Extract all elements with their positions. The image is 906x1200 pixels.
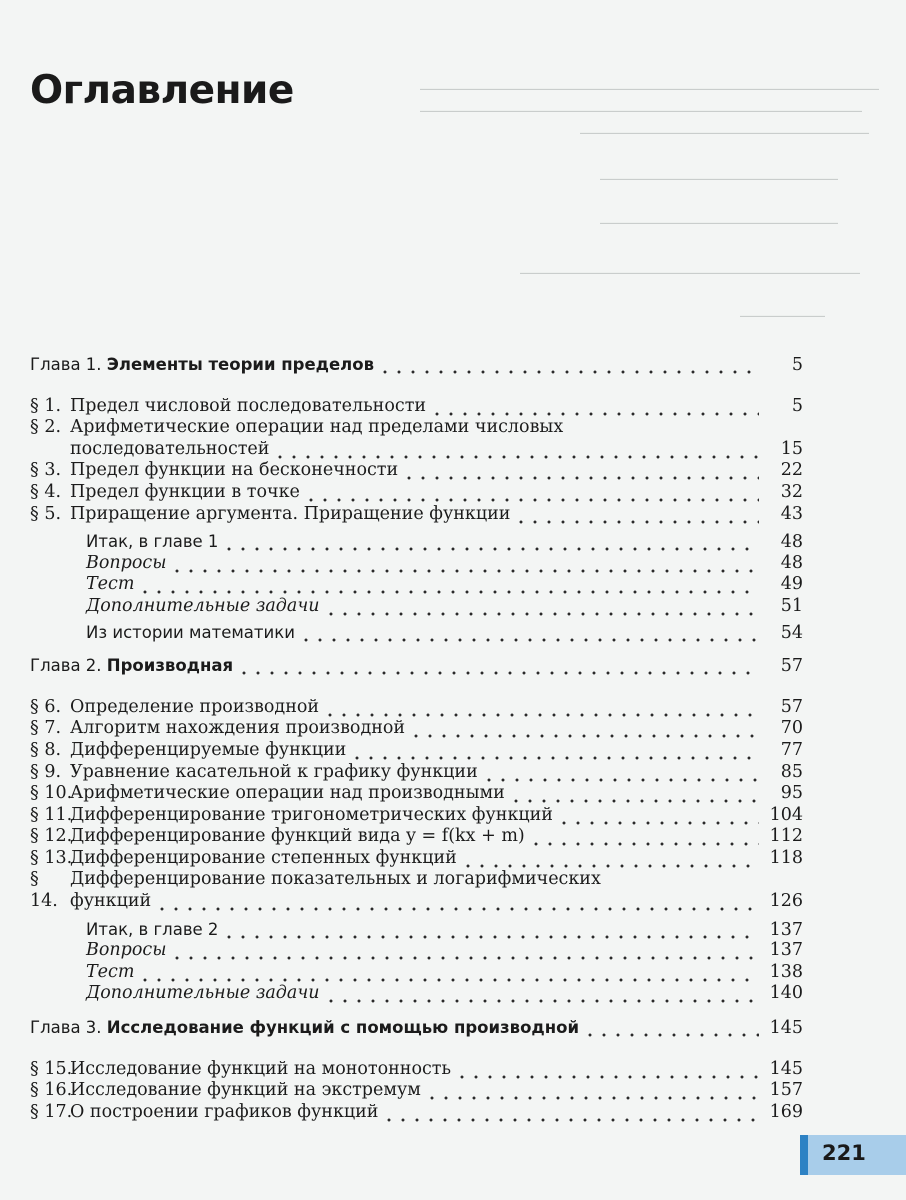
dot-leader [430,396,759,418]
page-ref: 104 [769,804,803,825]
dot-leader [557,805,759,827]
page-ref: 169 [769,1101,803,1122]
page-ref: 49 [780,574,803,595]
dot-leader [324,596,760,618]
page-title: Оглавление [30,68,294,113]
table-of-contents [30,354,803,1123]
toc-section[interactable] [30,1059,803,1081]
page-ref: 126 [769,891,803,912]
toc-chapter-1[interactable] [30,354,803,376]
toc-section[interactable] [30,783,803,805]
dot-leader [304,482,759,504]
section-number: § 6. [30,696,62,717]
section-number: § 10. [30,783,73,804]
section-title: Дифференцирование степенных функций [70,847,457,868]
section-title: Предел функции в точке [70,481,300,502]
page-ref: 145 [769,1058,803,1079]
toc-section[interactable] [30,1080,803,1102]
toc-summary[interactable] [30,919,803,941]
section-number: § 3. [30,460,62,481]
section-number: § 15. [30,1058,73,1079]
section-number: § 14. [30,869,58,912]
dot-leader [583,1017,759,1039]
page-ref: 157 [769,1080,803,1101]
section-title: Арифметические операции над пределами числовых [70,417,564,438]
toc-section[interactable] [30,482,803,504]
section-number: § 16. [30,1080,73,1101]
dot-leader [222,531,759,553]
toc-section-continued[interactable] [30,439,803,461]
show-through-text: ―――――――――――――― [600,169,838,189]
page-ref: 32 [780,481,803,502]
test-title: Тест [86,961,135,982]
dot-leader [378,354,759,376]
section-number: § 12. [30,826,73,847]
show-through-text: ―――――――――――――― [600,213,838,233]
questions-title: Вопросы [86,940,167,961]
chapter-label: Глава 1. Элементы теории пределов [30,355,375,374]
test-title: Тест [86,574,135,595]
dot-leader [138,574,759,596]
toc-section[interactable] [30,417,803,439]
section-number: § 11. [30,804,73,825]
dot-leader [529,826,759,848]
dot-leader [237,655,759,677]
dot-leader [402,460,759,482]
toc-extra-problems[interactable] [30,983,803,1005]
toc-test[interactable] [30,574,803,596]
page-ref: 5 [791,395,803,416]
section-title: Определение производной [70,696,320,717]
section-title: функций [70,891,152,912]
toc-section[interactable] [30,762,803,784]
extra-title: Дополнительные задачи [86,595,320,616]
section-title: Предел числовой последовательности [70,395,427,416]
section-title: Дифференцируемые функции [70,739,347,760]
section-title: последовательностей [70,438,270,459]
questions-title: Вопросы [86,552,167,573]
section-title: Исследование функций на экстремум [70,1080,421,1101]
page-number-tab [800,1135,906,1175]
dot-leader [382,1102,759,1124]
toc-section[interactable] [30,826,803,848]
dot-leader [455,1059,759,1081]
section-number: § 7. [30,718,62,739]
page-ref: 57 [780,696,803,717]
page-tab-accent [800,1135,808,1175]
section-number: § 17. [30,1101,73,1122]
toc-questions[interactable] [30,940,803,962]
section-number: § 2. [30,417,62,438]
show-through-text: ――――――――――――――――――――――――――― [420,79,879,99]
dot-leader [509,783,759,805]
page-ref: 95 [780,783,803,804]
history-title: Из истории математики [86,622,295,642]
toc-extra-problems[interactable] [30,596,803,618]
page-number: 221 [822,1141,866,1165]
dot-leader [409,718,759,740]
dot-leader [323,697,759,719]
page-ref: 22 [780,460,803,481]
dot-leader [482,762,759,784]
section-number: § 13. [30,847,73,868]
show-through-text: ――――――――――――――――― [580,123,869,143]
page-ref: 118 [769,847,803,868]
page-ref: 137 [769,940,803,961]
section-title: Исследование функций на монотонность [70,1058,452,1079]
page-ref: 138 [769,961,803,982]
section-number: § 9. [30,761,62,782]
page-ref: 77 [780,739,803,760]
chapter-label: Глава 3. Исследование функций с помощью производной [30,1018,580,1038]
page-ref: 43 [780,503,803,524]
dot-leader [170,553,759,575]
show-through-text: ―――――――――――――――――――― [520,263,860,283]
section-title: Арифметические операции над производными [70,783,505,804]
dot-leader [425,1080,759,1102]
section-title: Дифференцирование тригонометрических функций [70,804,553,825]
toc-summary[interactable] [30,531,803,553]
toc-section[interactable] [30,460,803,482]
dot-leader [170,940,759,962]
summary-title: Итак, в главе 1 [86,532,219,552]
toc-section[interactable] [30,504,803,526]
page-ref: 140 [769,983,803,1004]
page-ref: 145 [769,1018,803,1039]
page-ref: 48 [780,532,803,553]
page-ref: 112 [769,826,803,847]
toc-chapter-3[interactable] [30,1017,803,1039]
section-number: § 8. [30,739,62,760]
extra-title: Дополнительные задачи [86,983,320,1004]
section-title: Предел функции на бесконечности [70,460,399,481]
page-ref: 48 [780,552,803,573]
toc-history[interactable] [30,622,803,644]
section-number: § 4. [30,481,62,502]
page-ref: 57 [780,656,803,677]
section-number: § 5. [30,503,62,524]
toc-section[interactable] [30,718,803,740]
dot-leader [514,504,759,526]
toc-section[interactable] [30,740,803,762]
dot-leader [138,962,759,984]
page-ref: 137 [769,919,803,940]
toc-section[interactable] [30,697,803,719]
toc-chapter-2[interactable] [30,655,803,677]
page-ref: 15 [780,438,803,459]
section-title: Приращение аргумента. Приращение функции [70,503,511,524]
toc-section[interactable] [30,1102,803,1124]
summary-title: Итак, в главе 2 [86,919,219,939]
page-ref: 70 [780,718,803,739]
toc-section-continued[interactable] [30,891,803,913]
section-title: О построении графиков функций [70,1101,379,1122]
toc-section[interactable] [30,848,803,870]
dot-leader [222,919,759,941]
page-ref: 51 [780,595,803,616]
toc-questions[interactable] [30,553,803,575]
section-title: Дифференцирование функций вида y = f(kx + m) [70,826,525,847]
toc-section[interactable] [30,805,803,827]
page-ref: 5 [791,355,803,375]
toc-test[interactable] [30,962,803,984]
page-ref: 54 [780,622,803,643]
dot-leader [324,983,760,1005]
dot-leader [273,439,759,461]
section-title: Дифференцирование показательных и логарифмических [70,869,601,890]
show-through-text: ―――――――――――――――――――――――――― [420,101,862,121]
chapter-label: Глава 2. Производная [30,656,234,676]
dot-leader [350,740,759,762]
page-ref: 85 [780,761,803,782]
dot-leader [461,848,759,870]
show-through-text: ――――― [740,306,825,326]
section-number: § 1. [30,395,62,416]
dot-leader [155,891,759,913]
section-title: Уравнение касательной к графику функции [70,761,478,782]
section-title: Алгоритм нахождения производной [70,718,406,739]
toc-section[interactable] [30,396,803,418]
dot-leader [299,622,759,644]
